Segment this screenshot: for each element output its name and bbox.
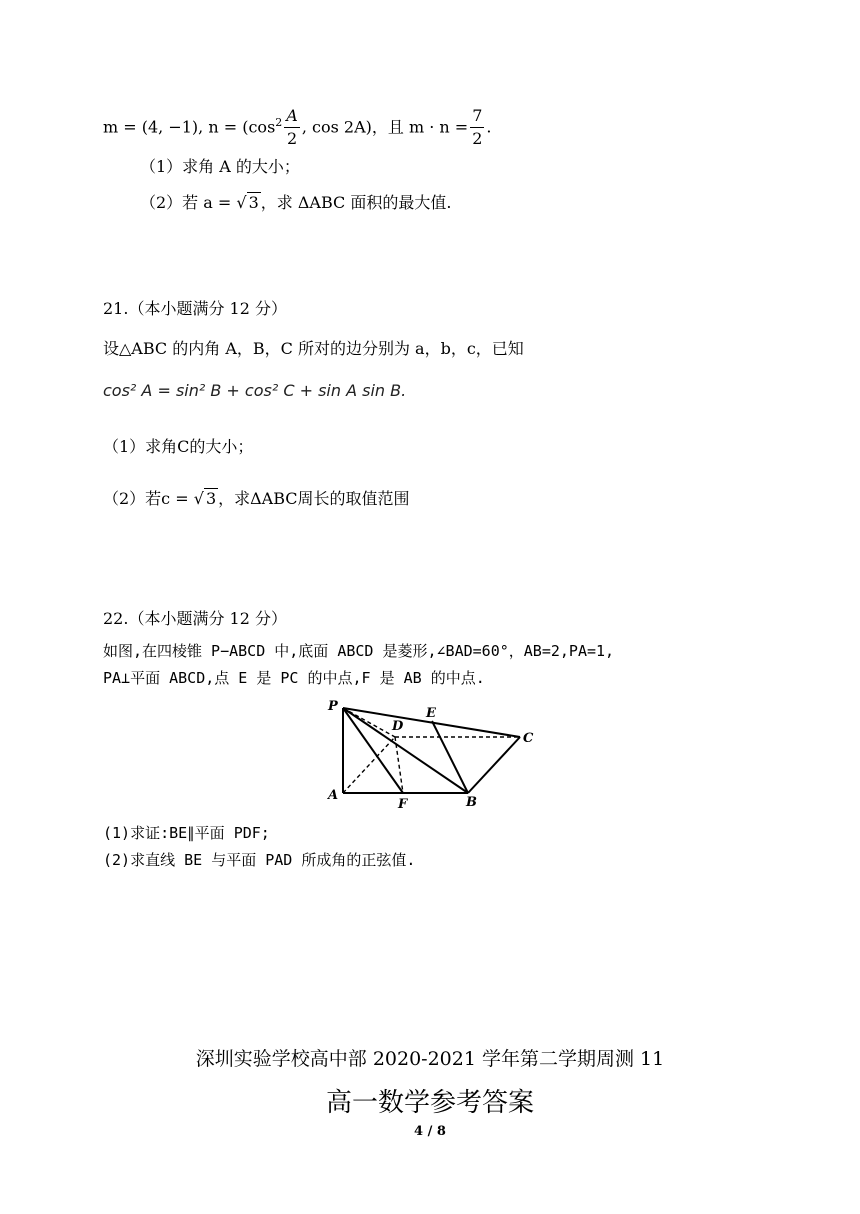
- q20-sqrt-value: 3: [248, 193, 259, 212]
- q22-stem-line2: PA⊥平面 ABCD,点 E 是 PC 的中点,F 是 AB 的中点.: [103, 669, 485, 687]
- label-F: F: [398, 797, 408, 812]
- q20-part2: （2）若 a = √ 3 ，求 ΔABC 面积的最大值.: [140, 193, 452, 212]
- q22-part2: (2)求直线 BE 与平面 PAD 所成角的正弦值.: [103, 851, 416, 869]
- label-D: D: [392, 719, 404, 734]
- q20-part1: （1）求角 A 的大小；: [140, 157, 300, 176]
- q21-formula: cos² A = sin² B + cos² C + sin A sin B.: [103, 381, 407, 400]
- label-C: C: [523, 731, 534, 746]
- answer-key-title: 高一数学参考答案: [325, 1088, 534, 1118]
- q21-stem: 设△ABC 的内角 A，B，C 所对的边分别为 a，b，c，已知: [103, 339, 524, 358]
- q21-header: 21.（本小题满分 12 分）: [103, 299, 287, 318]
- label-P: P: [328, 699, 338, 714]
- pyramid-figure: [325, 697, 555, 812]
- q20-fraction-A-over-2: $\frac{A}{2}$: [286, 106, 298, 149]
- label-E: E: [426, 706, 436, 721]
- q22-header: 22.（本小题满分 12 分）: [103, 609, 287, 628]
- q20-given-mid: , cos 2A): [301, 117, 372, 137]
- q22-stem-line1: 如图,在四棱锥 P−ABCD 中,底面 ABCD 是菱形,∠BAD=60°，AB=2,PA=1,: [103, 642, 615, 660]
- q20-given-cond: ，且 m · n =: [371, 117, 469, 137]
- q20-given-prefix: m = (4, −1), n = (cos: [103, 117, 276, 137]
- label-B: B: [466, 795, 477, 810]
- q21-sqrt-value: 3: [205, 489, 217, 508]
- edge-PB: [343, 708, 468, 793]
- segment-BE: [432, 721, 468, 793]
- q22-part1: (1)求证:BE∥平面 PDF;: [103, 824, 270, 842]
- q21-part2: （2）若c = √ 3 ，求ΔABC周长的取值范围: [103, 489, 410, 508]
- q20-given-line: m = (4, −1), $n = (\cos^2$ $\frac{A}{2}$ , cos 2A)，且 m · n = $\frac{7}{2}$ .: [103, 106, 492, 149]
- label-A: A: [328, 788, 339, 803]
- q20-cos-sup: 2: [275, 116, 283, 129]
- footer-school-line: 深圳实验学校高中部 2020-2021 学年第二学期周测 11: [195, 1048, 665, 1070]
- q20-fraction-7-over-2: $\frac{7}{2}$: [472, 106, 483, 149]
- page-indicator: 4 / 8: [414, 1124, 446, 1139]
- edge-BC: [468, 737, 520, 793]
- q21-part1: （1）求角C的大小；: [103, 437, 254, 456]
